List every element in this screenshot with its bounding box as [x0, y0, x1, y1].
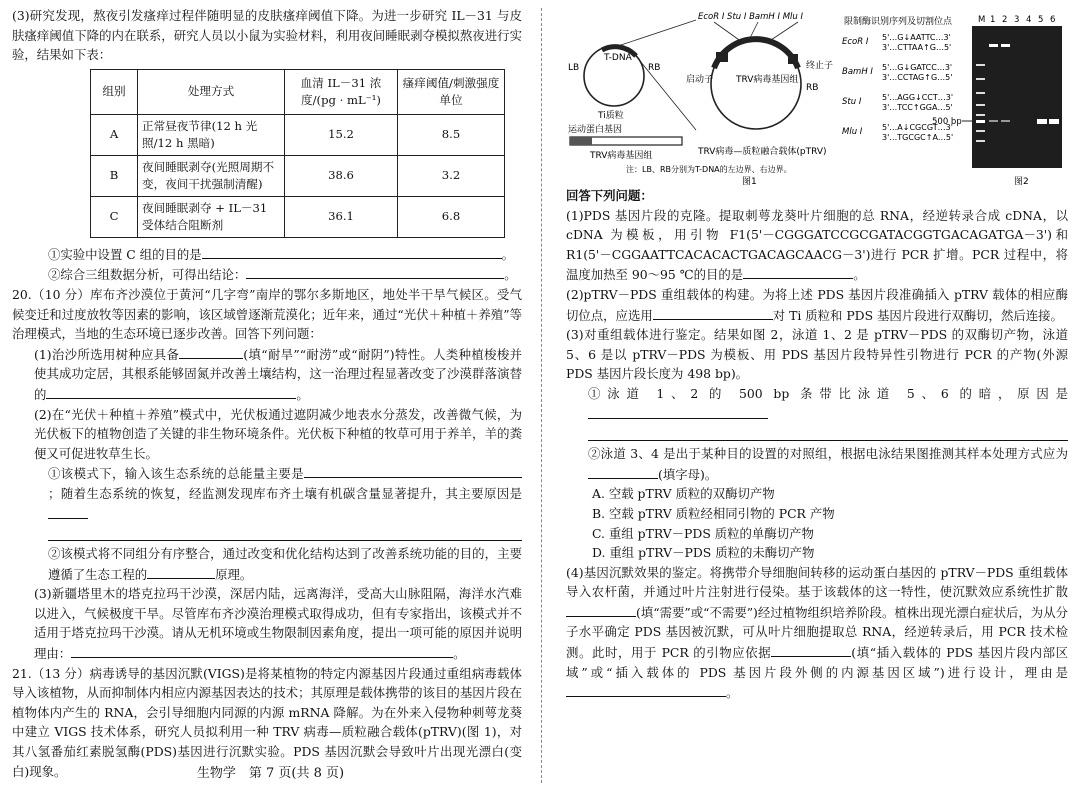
- table-header: 血清 IL－31 浓度/(pg · mL⁻¹): [285, 69, 398, 114]
- gel-band: [1049, 119, 1059, 124]
- answer-blank[interactable]: [588, 464, 658, 479]
- table-header-row: [91, 69, 505, 114]
- answer-blank[interactable]: [588, 404, 768, 419]
- option-c[interactable]: C. 重组 pTRV－PDS 质粒的单酶切产物: [592, 525, 814, 541]
- q21-4: (4)基因沉默效果的鉴定。将携带介导细胞间转移的运动蛋白基因的 pTRV－PDS 重组载体导入农杆菌，并通过叶片注射进行侵染。基于该载体的这一特性，使沉默效应系统性扩散(填“需要”或“不需要”)经过植物组织培养阶段。植株出现光漂白症状后，为从分子水平确定 PDS 基因被沉默，可从叶片细胞提取总 RNA，经逆转录后，用 PCR 技术检测。此时，用于 PCR 的引物应依据 (填“插入载体的 PDS 基因片段内部区域”或“插入载体的 PDS 基因片段外侧的内源基因区域”)进行设计，理由是。: [566, 564, 1068, 701]
- tdna-label: T-DNA: [604, 53, 632, 63]
- gel-band: [976, 140, 985, 142]
- q19-3-sub2: ②综合三组数据分析，可得出结论： 。: [12, 264, 522, 285]
- rb2-label: RB: [806, 83, 819, 93]
- answer-blank[interactable]: [304, 463, 522, 478]
- terminator-block: [788, 54, 798, 64]
- site-pointer: [768, 22, 798, 42]
- ti-label: Ti质粒: [598, 111, 624, 121]
- gel-band: [1001, 44, 1010, 47]
- answer-blank[interactable]: [48, 504, 88, 519]
- enzyme-name: Mlu Ⅰ: [842, 127, 863, 137]
- table-header: 处理方式: [138, 69, 285, 114]
- answer-blank[interactable]: [71, 643, 453, 658]
- table-cell: 正常昼夜节律(12 h 光照/12 h 黑暗): [138, 114, 285, 155]
- q19-3-sub1: ①实验中设置 C 组的目的是 。: [12, 244, 522, 265]
- trv-genome-label: TRV病毒基因组: [590, 151, 653, 161]
- answer-blank[interactable]: [202, 244, 502, 259]
- promoter-block: [716, 52, 728, 62]
- answer-line[interactable]: [48, 524, 522, 541]
- ptrv-label: TRV病毒—质粒融合载体(pTRV): [698, 147, 827, 157]
- gel-band: [1037, 119, 1047, 124]
- answer-line[interactable]: [588, 424, 1068, 441]
- answer-blank[interactable]: [46, 384, 296, 399]
- site-pointer: [714, 22, 742, 42]
- q20-2: (2)在“光伏＋种植＋养殖”模式中，光伏板通过遮阴减少地表水分蒸发，改善微气候，为光伏板下的植物创造了关键的非生物环境条件。光伏板下种植的牧草可用于养羊，羊的粪便又可促进牧草生长。: [34, 406, 522, 461]
- gel-band: [976, 78, 985, 80]
- option-d[interactable]: D. 重组 pTRV－PDS 质粒的未酶切产物: [592, 545, 815, 561]
- enzyme-seq: 3'…TGCGC↑A…5': [882, 133, 954, 142]
- gel-lane-label: 3: [1014, 15, 1020, 25]
- fig1-caption: 图1: [742, 177, 757, 186]
- lb-label: LB: [568, 63, 580, 73]
- enzyme-seq: 5'…AGG↓CCT…3': [882, 93, 954, 102]
- rb-label: RB: [648, 63, 661, 73]
- answer-blank[interactable]: [653, 305, 773, 320]
- page-footer: 生物学 第 7 页(共 8 页): [196, 766, 345, 781]
- table-header: 组别: [91, 69, 138, 114]
- enzyme-seq: 5'…A↓CGCGT…3': [882, 123, 953, 132]
- gel-lane-label: 1: [990, 15, 996, 25]
- promoter-label: 启动子: [686, 75, 714, 85]
- option-a[interactable]: A. 空载 pTRV 质粒的双酶切产物: [592, 486, 775, 502]
- q20-1: (1)治沙所选用树种应具备 (填“耐旱”“耐涝”或“耐阴”)特性。人类种植梭梭并使其成功定居，其根系能够固氮并改善土壤结构，这一治理过程显著改变了沙漠群落演替的 。: [12, 344, 522, 405]
- experiment-table: [90, 69, 505, 238]
- q20-2-2: ②该模式将不同组分有序整合，通过改变和优化结构达到了改善系统功能的目的，主要遵循了生态工程的 原理。: [48, 546, 522, 582]
- gel-band: [976, 130, 985, 132]
- enzyme-seq: 3'…TCC↑GGA…5': [882, 103, 953, 112]
- answer-blank[interactable]: [771, 642, 851, 657]
- gel-band: [976, 92, 985, 94]
- table-cell: C: [91, 196, 138, 237]
- answer-blank[interactable]: [566, 602, 636, 617]
- enzyme-seq: 5'…G↓AATTC…3': [882, 33, 951, 42]
- table-cell: 15.2: [285, 114, 398, 155]
- q20-head: 20.（10 分）库布齐沙漠位于黄河“几字弯”南岸的鄂尔多斯地区，地处半干旱气候区。受气候变迁和过度放牧等因素的影响，该区域曾逐渐荒漠化；近年来，通过“光伏＋种植＋养殖”等治理模式，当地的生态环境已逐步改善。回答下列问题：: [12, 286, 522, 342]
- q21-1: (1)PDS 基因片段的克隆。提取刺萼龙葵叶片细胞的总 RNA，经逆转录合成 cDNA，以 cDNA 为模板，用引物 F1(5'－CGGGATCCGCGATACGGTGACAGATGA－3')和 R1(5'－CGGAATTCACACACTGACAGCAACG－3')进行 PCR 扩增。PCR 过程中，将温度加热至 90～95 ℃的目的是 。: [566, 207, 1068, 283]
- gel-lane-label: 6: [1050, 15, 1056, 25]
- marker-500bp-label: 500 bp: [932, 117, 962, 127]
- gel-lane-label: 5: [1038, 15, 1044, 25]
- answer-blank[interactable]: [246, 264, 504, 279]
- q21-head: 21.（13 分）病毒诱导的基因沉默(VIGS)是将某植物的特定内源基因片段通过重组病毒载体导入该植物，从而抑制体内相应内源基因表达的技术；其原理是载体携带的该目的基因片段在植物体内产生的 RNA，会引导细胞内同源的内源 mRNA 降解。为在外来入侵物种刺萼龙葵中建立 VIGS 技术体系，研究人员拟利用一种 TRV 病毒—质粒融合载体(pTRV)(图 1)，对其八氢番茄红素脱氢酶(PDS)基因进行沉默实验。PDS 基因沉默会导致叶片出现光漂白(变白)现象。: [12, 665, 522, 779]
- answer-blank[interactable]: [147, 564, 215, 579]
- table-cell: 36.1: [285, 196, 398, 237]
- figure-area: [566, 6, 1068, 186]
- column-divider: [541, 8, 542, 783]
- gel-band: [989, 120, 998, 122]
- table-row: [91, 196, 505, 237]
- answer-blank[interactable]: [566, 682, 726, 697]
- gel-background: [972, 26, 1062, 168]
- table-cell: 38.6: [285, 155, 398, 196]
- enzyme-seq: 5'…G↓GATCC…3': [882, 63, 953, 72]
- zoom-line: [618, 20, 696, 46]
- terminator-label: 终止子: [806, 61, 834, 71]
- table-cell: 8.5: [398, 114, 505, 155]
- table-header: 瘙痒阈值/刺激强度单位: [398, 69, 505, 114]
- enzyme-name: Stu Ⅰ: [842, 97, 862, 107]
- enzyme-seq: 3'…CCTAG↑G…5': [882, 73, 953, 82]
- top-sites-label: EcoR Ⅰ Stu Ⅰ BamH Ⅰ Mlu Ⅰ: [698, 12, 804, 22]
- q21-3-2: ②泳道 3、4 是出于某种目的设置的对照组，根据电泳结果图推测其样本处理方式应为(填字母)。: [588, 446, 1068, 482]
- answer-blank[interactable]: [743, 264, 853, 279]
- fig2-caption: 图2: [1014, 177, 1029, 186]
- q21-3: (3)对重组载体进行鉴定。结果如图 2，泳道 1、2 是 pTRV－PDS 的双酶切产物，泳道 5、6 是以 pTRV－PDS 为模板、用 PDS 基因片段特异性引物进行 PCR 的产物(外源 PDS 基因片段长度为 498 bp)。: [566, 327, 1068, 382]
- table-cell: 夜间睡眠剥夺 + IL－31 受体结合阻断剂: [138, 196, 285, 237]
- gel-band: [976, 64, 985, 66]
- figure-note: 注：LB、RB分别为T-DNA的左边界、右边界。: [626, 165, 792, 174]
- trv-gene-label: TRV病毒基因组: [736, 75, 799, 85]
- enzyme-name: BamH Ⅰ: [842, 67, 873, 77]
- q20-3: (3)新疆塔里木的塔克拉玛干沙漠，深居内陆，远离海洋，受高大山脉阻隔，海洋水汽难以进入，气候极度干旱。尽管库布齐沙漠治理模式取得成功，但有专家指出，该模式并不适用于塔克拉玛干沙漠。请从无机环境或生物限制因素角度，提出一项可能的原因并说明理由： 。: [34, 586, 522, 662]
- right-column: [566, 6, 1068, 703]
- table-cell: 3.2: [398, 155, 505, 196]
- option-b[interactable]: B. 空载 pTRV 质粒经相同引物的 PCR 产物: [592, 505, 835, 521]
- sites-title: 限制酶识别序列及切割位点: [844, 17, 953, 27]
- table-row: [91, 155, 505, 196]
- protein-gene-block: [570, 137, 592, 145]
- zoom-line: [636, 56, 696, 130]
- protein-gene-label: 运动蛋白基因: [568, 125, 623, 135]
- gel-band: [976, 120, 985, 123]
- q19-3-intro: (3)研究发现，熬夜引发瘙痒过程伴随明显的皮肤瘙痒阈值下降。为进一步研究 IL－31 与皮肤瘙痒阈值下降的内在联系，研究人员以小鼠为实验材料，利用夜间睡眠剥夺模拟熬夜进行实验，结果如下表：: [12, 8, 522, 63]
- q20-2-1: ①该模式下，输入该生态系统的总能量主要是；随着生态系统的恢复，经监测发现库布齐土壤有机碳含量显著提升，其主要原因是: [12, 463, 522, 524]
- left-column: [12, 6, 522, 781]
- table-cell: B: [91, 155, 138, 196]
- answer-prompt: 回答下列问题：: [566, 188, 653, 203]
- gel-band: [989, 44, 998, 47]
- gel-lane-label: M: [978, 15, 986, 25]
- enzyme-name: EcoR Ⅰ: [842, 37, 869, 47]
- gel-lane-label: 4: [1026, 15, 1032, 25]
- gel-band: [976, 114, 985, 116]
- q21-3-1: ①泳道 1、2 的 500 bp 条带比泳道 5、6 的暗，原因是: [566, 384, 1068, 424]
- table-cell: A: [91, 114, 138, 155]
- figure-svg: [566, 6, 1068, 186]
- table-cell: 6.8: [398, 196, 505, 237]
- gel-lane-label: 2: [1002, 15, 1008, 25]
- gel-band: [976, 104, 985, 106]
- table-cell: 夜间睡眠剥夺(光照周期不变，夜间干扰强制清醒): [138, 155, 285, 196]
- q21-2: (2)pTRV－PDS 重组载体的构建。为将上述 PDS 基因片段准确插入 pTRV 载体的相应酶切位点，应选用 对 Ti 质粒和 PDS 基因片段进行双酶切，然后连接。: [566, 286, 1068, 323]
- answer-blank[interactable]: [179, 344, 243, 359]
- enzyme-seq: 3'…CTTAA↑G…5': [882, 43, 952, 52]
- table-row: [91, 114, 505, 155]
- gel-band: [1001, 120, 1010, 122]
